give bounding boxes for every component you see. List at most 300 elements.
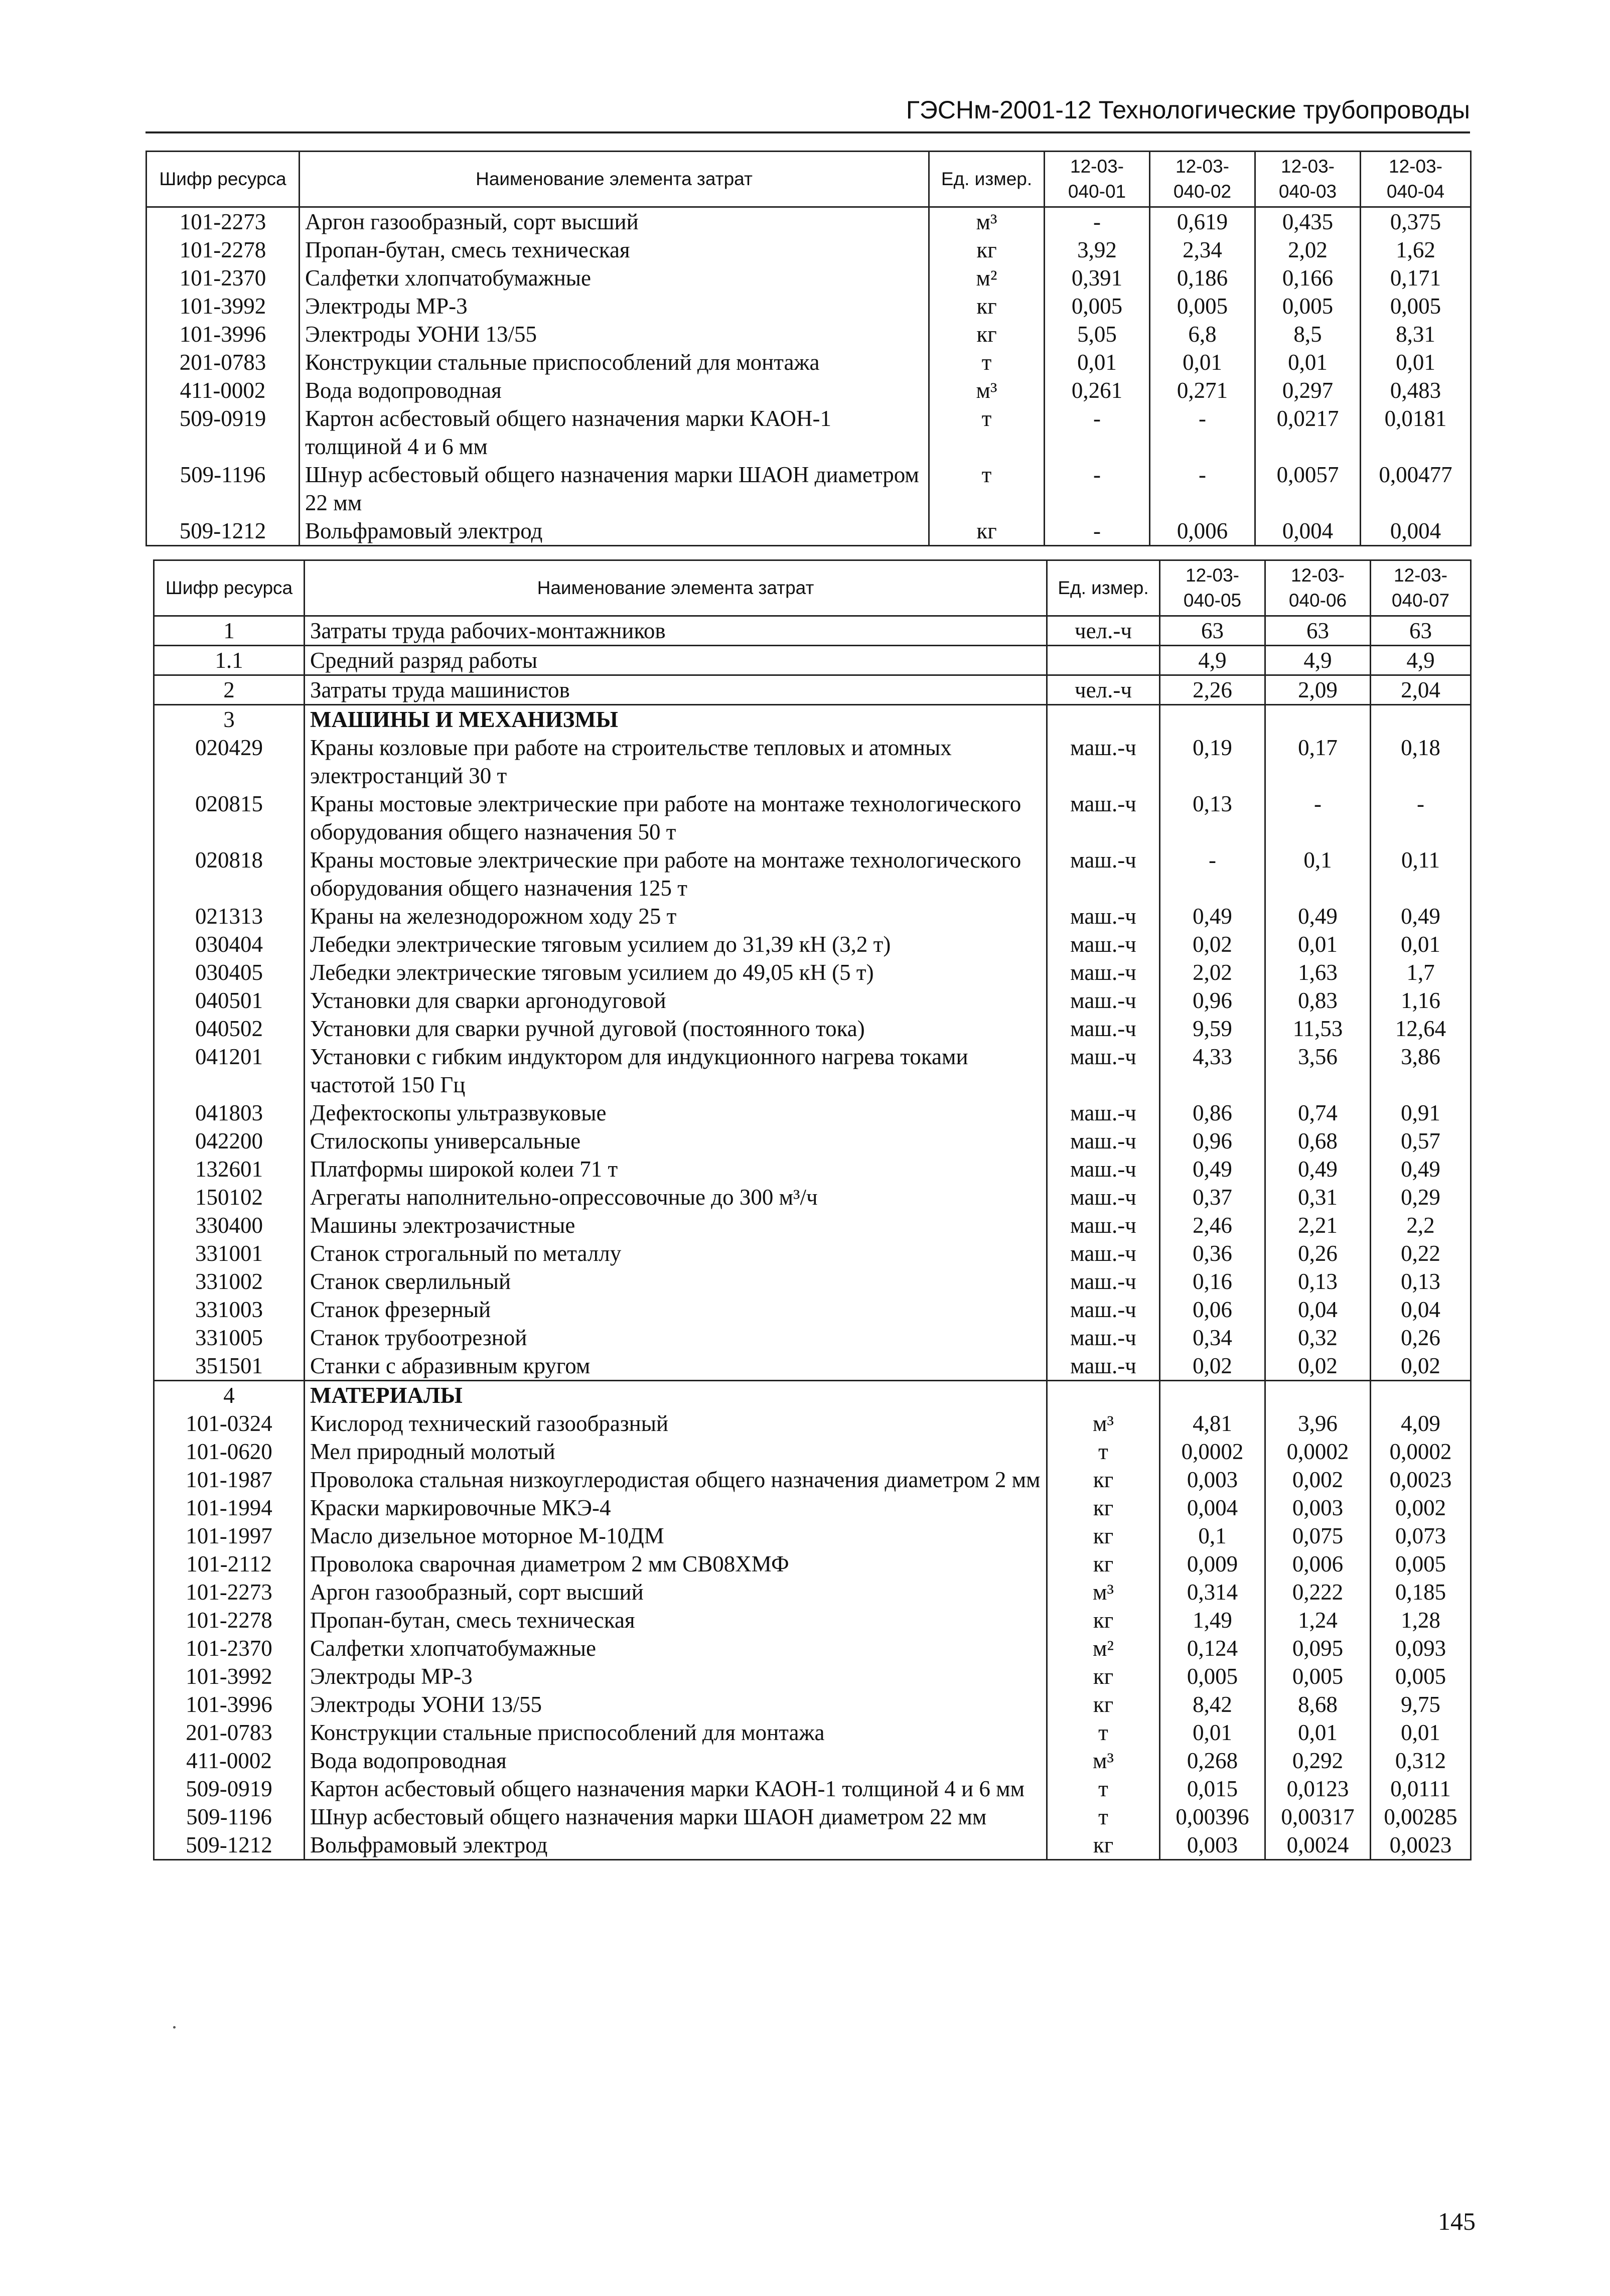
resource-unit: маш.-ч xyxy=(1047,1015,1160,1043)
resource-code: 101-1997 xyxy=(154,1522,305,1550)
table-row xyxy=(154,1690,1471,1718)
resource-value: 0,96 xyxy=(1160,1127,1265,1155)
resource-value: - xyxy=(1265,790,1371,846)
resource-code: 330400 xyxy=(154,1211,305,1239)
resource-value: 8,68 xyxy=(1265,1690,1371,1718)
resource-unit: маш.-ч xyxy=(1047,1352,1160,1381)
resource-name: Машины электрозачистные xyxy=(305,1211,1047,1239)
resource-code: 509-0919 xyxy=(147,404,300,461)
resource-unit: маш.-ч xyxy=(1047,1324,1160,1352)
resource-name: Шнур асбестовый общего назначения марки ШАОН диаметром 22 мм xyxy=(305,1803,1047,1831)
resource-value: 0,83 xyxy=(1265,986,1371,1015)
resource-value xyxy=(1371,1381,1471,1410)
table-row xyxy=(154,1466,1471,1494)
resource-value: 0,32 xyxy=(1265,1324,1371,1352)
resource-name: Картон асбестовый общего назначения марки КАОН-1 толщиной 4 и 6 мм xyxy=(305,1775,1047,1803)
resource-name: Краны мостовые электрические при работе на монтаже технологического оборудования общего назначения 125 т xyxy=(305,846,1047,902)
resource-name: Краны мостовые электрические при работе на монтаже технологического оборудования общего назначения 50 т xyxy=(305,790,1047,846)
resource-value: 0,01 xyxy=(1265,1718,1371,1747)
resource-value: 1,24 xyxy=(1265,1606,1371,1634)
table-row xyxy=(147,236,1471,264)
resource-value: 0,01 xyxy=(1265,930,1371,958)
resource-unit: кг xyxy=(1047,1466,1160,1494)
table-row xyxy=(154,1239,1471,1267)
resource-code: 021313 xyxy=(154,902,305,930)
resource-value: 0,96 xyxy=(1160,986,1265,1015)
resource-value: 0,292 xyxy=(1265,1747,1371,1775)
column-header: Ед. измер. xyxy=(1047,560,1160,616)
resource-value: 2,34 xyxy=(1150,236,1255,264)
resource-value: 0,86 xyxy=(1160,1099,1265,1127)
table-row xyxy=(154,616,1471,646)
resource-value: 0,37 xyxy=(1160,1183,1265,1211)
resource-value: 2,21 xyxy=(1265,1211,1371,1239)
table-row xyxy=(154,1494,1471,1522)
resource-unit: кг xyxy=(1047,1690,1160,1718)
resource-name: Вода водопроводная xyxy=(305,1747,1047,1775)
table-row xyxy=(154,1578,1471,1606)
resource-value: 0,314 xyxy=(1160,1578,1265,1606)
table-row xyxy=(147,320,1471,348)
resource-value: 0,19 xyxy=(1160,734,1265,790)
resource-value: 0,0123 xyxy=(1265,1775,1371,1803)
resource-value: 0,015 xyxy=(1160,1775,1265,1803)
table-header-row xyxy=(154,560,1471,616)
resource-value: 0,74 xyxy=(1265,1099,1371,1127)
table-row xyxy=(147,461,1471,517)
resource-value: 0,003 xyxy=(1160,1831,1265,1860)
resource-unit: кг xyxy=(929,320,1045,348)
table-header-row xyxy=(147,152,1471,207)
resource-value xyxy=(1265,705,1371,734)
column-header: Наименование элемента затрат xyxy=(305,560,1047,616)
resource-value xyxy=(1265,1381,1371,1410)
resource-unit xyxy=(1047,1381,1160,1410)
table-row xyxy=(154,1803,1471,1831)
resource-value: 0,075 xyxy=(1265,1522,1371,1550)
resource-value: 9,75 xyxy=(1371,1690,1471,1718)
resource-value: 0,0024 xyxy=(1265,1831,1371,1860)
table-row xyxy=(154,1606,1471,1634)
resource-value: 0,268 xyxy=(1160,1747,1265,1775)
resource-value: 0,009 xyxy=(1160,1550,1265,1578)
resource-code: 101-2112 xyxy=(154,1550,305,1578)
resource-value: - xyxy=(1150,461,1255,517)
resource-code: 509-1212 xyxy=(147,517,300,546)
table-row xyxy=(154,1409,1471,1438)
resource-name: Установки для сварки аргонодуговой xyxy=(305,986,1047,1015)
resource-code: 4 xyxy=(154,1381,305,1410)
resource-value: 0,0023 xyxy=(1371,1831,1471,1860)
resource-value: 8,5 xyxy=(1255,320,1361,348)
resource-value: 4,33 xyxy=(1160,1043,1265,1099)
resource-code: 030405 xyxy=(154,958,305,986)
resource-code: 509-1196 xyxy=(147,461,300,517)
resource-code: 020429 xyxy=(154,734,305,790)
resource-name: Вода водопроводная xyxy=(300,376,929,404)
resource-code: 509-1212 xyxy=(154,1831,305,1860)
resource-value: 0,49 xyxy=(1371,902,1471,930)
resource-unit: м² xyxy=(929,264,1045,292)
resource-value: 1,62 xyxy=(1361,236,1471,264)
resource-unit: м² xyxy=(1047,1634,1160,1662)
resource-code: 2 xyxy=(154,675,305,705)
resource-name: Краски маркировочные МКЭ-4 xyxy=(305,1494,1047,1522)
resource-code: 101-2370 xyxy=(154,1634,305,1662)
resource-name: Электроды МР-3 xyxy=(300,292,929,320)
resource-value: 0,002 xyxy=(1265,1466,1371,1494)
resource-value: - xyxy=(1045,207,1150,236)
resource-value: 0,49 xyxy=(1265,902,1371,930)
resource-value: 0,003 xyxy=(1265,1494,1371,1522)
resource-name: Конструкции стальные приспособлений для монтажа xyxy=(305,1718,1047,1747)
resource-value: 0,006 xyxy=(1150,517,1255,546)
resource-unit: т xyxy=(1047,1718,1160,1747)
resource-value: 0,91 xyxy=(1371,1099,1471,1127)
resource-value: 0,36 xyxy=(1160,1239,1265,1267)
resource-value: 0,093 xyxy=(1371,1634,1471,1662)
column-header: 12-03- 040-06 xyxy=(1265,560,1371,616)
resource-value: 0,005 xyxy=(1371,1662,1471,1690)
table-row xyxy=(154,902,1471,930)
resource-name: Вольфрамовый электрод xyxy=(305,1831,1047,1860)
resource-value: 0,312 xyxy=(1371,1747,1471,1775)
resource-code: 101-2370 xyxy=(147,264,300,292)
table-row xyxy=(154,1267,1471,1296)
resource-name: Салфетки хлопчатобумажные xyxy=(300,264,929,292)
resource-value: 0,01 xyxy=(1361,348,1471,376)
resource-name: Стилоскопы универсальные xyxy=(305,1127,1047,1155)
table-row xyxy=(154,1747,1471,1775)
resource-value: - xyxy=(1045,461,1150,517)
resource-value: 0,391 xyxy=(1045,264,1150,292)
resource-name: Установки с гибким индуктором для индукционного нагрева токами частотой 150 Гц xyxy=(305,1043,1047,1099)
resource-value: 4,81 xyxy=(1160,1409,1265,1438)
resource-code: 331003 xyxy=(154,1296,305,1324)
section-row xyxy=(154,705,1471,734)
resource-value: 0,005 xyxy=(1265,1662,1371,1690)
resource-value: 0,0002 xyxy=(1160,1438,1265,1466)
resource-value: 3,86 xyxy=(1371,1043,1471,1099)
resource-value: 0,1 xyxy=(1265,846,1371,902)
resource-name: Станок трубоотрезной xyxy=(305,1324,1047,1352)
resource-code: 101-3992 xyxy=(147,292,300,320)
resource-value: 0,005 xyxy=(1255,292,1361,320)
resource-value: 0,18 xyxy=(1371,734,1471,790)
resource-code: 3 xyxy=(154,705,305,734)
resource-unit: маш.-ч xyxy=(1047,930,1160,958)
resource-value: 1,63 xyxy=(1265,958,1371,986)
resource-name: Электроды МР-3 xyxy=(305,1662,1047,1690)
table-row xyxy=(154,1634,1471,1662)
resource-value: 0,004 xyxy=(1255,517,1361,546)
resource-value: 0,297 xyxy=(1255,376,1361,404)
table-row xyxy=(154,1211,1471,1239)
document-title: ГЭСНм-2001-12 Технологические трубопроводы xyxy=(906,96,1470,124)
resource-code: 041803 xyxy=(154,1099,305,1127)
resource-value: 1,28 xyxy=(1371,1606,1471,1634)
resource-name: Установки для сварки ручной дуговой (постоянного тока) xyxy=(305,1015,1047,1043)
resource-value: 2,2 xyxy=(1371,1211,1471,1239)
resource-value: 4,9 xyxy=(1160,646,1265,675)
resource-unit: м³ xyxy=(1047,1578,1160,1606)
table-row xyxy=(154,1043,1471,1099)
scan-dot xyxy=(173,2026,176,2029)
resource-code: 041201 xyxy=(154,1043,305,1099)
table-row xyxy=(154,734,1471,790)
resource-value: 0,01 xyxy=(1255,348,1361,376)
resource-code: 101-2278 xyxy=(154,1606,305,1634)
resource-value: 8,31 xyxy=(1361,320,1471,348)
resource-code: 020818 xyxy=(154,846,305,902)
resource-value: 12,64 xyxy=(1371,1015,1471,1043)
resource-code: 509-0919 xyxy=(154,1775,305,1803)
resource-name: Кислород технический газообразный xyxy=(305,1409,1047,1438)
resource-code: 201-0783 xyxy=(147,348,300,376)
resource-name: Конструкции стальные приспособлений для монтажа xyxy=(300,348,929,376)
resource-name: Агрегаты наполнительно-опрессовочные до 300 м³/ч xyxy=(305,1183,1047,1211)
resource-name: Пропан-бутан, смесь техническая xyxy=(300,236,929,264)
resource-unit: кг xyxy=(929,517,1045,546)
resource-value: 2,04 xyxy=(1371,675,1471,705)
resource-code: 132601 xyxy=(154,1155,305,1183)
column-header: 12-03- 040-04 xyxy=(1361,152,1471,207)
table-row xyxy=(154,1352,1471,1381)
resource-unit: т xyxy=(1047,1775,1160,1803)
column-header: Наименование элемента затрат xyxy=(300,152,929,207)
table-row xyxy=(154,790,1471,846)
resource-code: 1.1 xyxy=(154,646,305,675)
column-header: 12-03- 040-02 xyxy=(1150,152,1255,207)
resource-unit: т xyxy=(1047,1438,1160,1466)
resource-unit: маш.-ч xyxy=(1047,1267,1160,1296)
resource-value: 0,004 xyxy=(1361,517,1471,546)
resource-value: 0,005 xyxy=(1371,1550,1471,1578)
resource-value: 0,49 xyxy=(1371,1155,1471,1183)
resource-unit: кг xyxy=(1047,1550,1160,1578)
table-row xyxy=(154,1099,1471,1127)
resource-unit: маш.-ч xyxy=(1047,902,1160,930)
resource-name: Салфетки хлопчатобумажные xyxy=(305,1634,1047,1662)
resource-value: 0,1 xyxy=(1160,1522,1265,1550)
resource-unit: кг xyxy=(1047,1831,1160,1860)
resource-unit: маш.-ч xyxy=(1047,1296,1160,1324)
resource-value: 0,02 xyxy=(1160,1352,1265,1381)
table-row xyxy=(154,986,1471,1015)
table-row xyxy=(154,1718,1471,1747)
column-header: 12-03- 040-01 xyxy=(1045,152,1150,207)
resource-name: Станок фрезерный xyxy=(305,1296,1047,1324)
resource-name: МАШИНЫ И МЕХАНИЗМЫ xyxy=(305,705,1047,734)
resource-code: 101-2278 xyxy=(147,236,300,264)
resource-value: 0,01 xyxy=(1045,348,1150,376)
resource-value: 0,57 xyxy=(1371,1127,1471,1155)
resource-name: Картон асбестовый общего назначения марки КАОН-1 толщиной 4 и 6 мм xyxy=(300,404,929,461)
resource-code: 411-0002 xyxy=(147,376,300,404)
resource-value: 0,02 xyxy=(1265,1352,1371,1381)
resource-value: 0,02 xyxy=(1160,930,1265,958)
resource-value: 2,02 xyxy=(1255,236,1361,264)
resource-value: 2,26 xyxy=(1160,675,1265,705)
resource-code: 331001 xyxy=(154,1239,305,1267)
resource-value: 6,8 xyxy=(1150,320,1255,348)
resource-value: 0,26 xyxy=(1265,1239,1371,1267)
resource-value: 0,01 xyxy=(1150,348,1255,376)
resource-value: 0,13 xyxy=(1265,1267,1371,1296)
resource-name: Лебедки электрические тяговым усилием до 31,39 кН (3,2 т) xyxy=(305,930,1047,958)
table-row xyxy=(154,930,1471,958)
resource-code: 101-0324 xyxy=(154,1409,305,1438)
resource-code: 101-1994 xyxy=(154,1494,305,1522)
resource-unit: кг xyxy=(1047,1522,1160,1550)
table-row xyxy=(147,376,1471,404)
resource-name: Аргон газообразный, сорт высший xyxy=(300,207,929,236)
resource-value: 0,04 xyxy=(1371,1296,1471,1324)
table-row xyxy=(154,1296,1471,1324)
resource-unit: кг xyxy=(1047,1494,1160,1522)
resource-unit: чел.-ч xyxy=(1047,616,1160,646)
resource-name: Краны козловые при работе на строительстве тепловых и атомных электростанций 30 т xyxy=(305,734,1047,790)
page-number: 145 xyxy=(1438,2207,1476,2235)
resource-value: - xyxy=(1160,846,1265,902)
resource-value: - xyxy=(1045,517,1150,546)
resource-name: Масло дизельное моторное М-10ДМ xyxy=(305,1522,1047,1550)
resource-name: Дефектоскопы ультразвуковые xyxy=(305,1099,1047,1127)
resource-unit: кг xyxy=(929,236,1045,264)
resource-value: 0,095 xyxy=(1265,1634,1371,1662)
table-row xyxy=(154,1775,1471,1803)
table-row xyxy=(154,846,1471,902)
resource-code: 150102 xyxy=(154,1183,305,1211)
resource-value xyxy=(1371,705,1471,734)
resource-unit xyxy=(1047,646,1160,675)
resource-unit: кг xyxy=(929,292,1045,320)
resource-value: 0,0002 xyxy=(1371,1438,1471,1466)
resource-unit: маш.-ч xyxy=(1047,986,1160,1015)
resource-name: Электроды УОНИ 13/55 xyxy=(300,320,929,348)
resource-name: МАТЕРИАЛЫ xyxy=(305,1381,1047,1410)
resource-value: 3,96 xyxy=(1265,1409,1371,1438)
resource-value: 0,375 xyxy=(1361,207,1471,236)
resource-unit: маш.-ч xyxy=(1047,790,1160,846)
resource-value: 1,7 xyxy=(1371,958,1471,986)
resource-code: 040501 xyxy=(154,986,305,1015)
resource-value: 0,01 xyxy=(1160,1718,1265,1747)
resource-value: - xyxy=(1371,790,1471,846)
section-row xyxy=(154,1381,1471,1410)
table-row xyxy=(154,1183,1471,1211)
resource-name: Аргон газообразный, сорт высший xyxy=(305,1578,1047,1606)
column-header: 12-03- 040-05 xyxy=(1160,560,1265,616)
resource-name: Вольфрамовый электрод xyxy=(300,517,929,546)
resource-unit: маш.-ч xyxy=(1047,1183,1160,1211)
resource-value: 11,53 xyxy=(1265,1015,1371,1043)
resource-value: 0,00396 xyxy=(1160,1803,1265,1831)
resource-value: 0,16 xyxy=(1160,1267,1265,1296)
resource-value: 0,49 xyxy=(1160,1155,1265,1183)
resource-value: 0,17 xyxy=(1265,734,1371,790)
resource-value: 4,09 xyxy=(1371,1409,1471,1438)
table-row xyxy=(147,517,1471,546)
resource-value: 0,49 xyxy=(1265,1155,1371,1183)
resource-value: 9,59 xyxy=(1160,1015,1265,1043)
resource-value xyxy=(1160,705,1265,734)
resource-value: 0,01 xyxy=(1371,930,1471,958)
table-row xyxy=(147,292,1471,320)
resource-value: 0,26 xyxy=(1371,1324,1471,1352)
table-row xyxy=(154,1155,1471,1183)
column-header: Шифр ресурса xyxy=(154,560,305,616)
resource-value: 0,005 xyxy=(1361,292,1471,320)
resource-unit xyxy=(1047,705,1160,734)
resource-value: 0,185 xyxy=(1371,1578,1471,1606)
resource-value: 0,01 xyxy=(1371,1718,1471,1747)
resource-unit: маш.-ч xyxy=(1047,1211,1160,1239)
resource-value: - xyxy=(1045,404,1150,461)
resource-code: 020815 xyxy=(154,790,305,846)
resource-code: 331005 xyxy=(154,1324,305,1352)
resource-unit: м³ xyxy=(1047,1409,1160,1438)
resource-code: 040502 xyxy=(154,1015,305,1043)
resource-code: 201-0783 xyxy=(154,1718,305,1747)
resource-name: Проволока стальная низкоуглеродистая общего назначения диаметром 2 мм xyxy=(305,1466,1047,1494)
resource-code: 101-2273 xyxy=(154,1578,305,1606)
resource-value: 0,005 xyxy=(1150,292,1255,320)
resource-value: 0,00317 xyxy=(1265,1803,1371,1831)
resource-value: 63 xyxy=(1265,616,1371,646)
table-row xyxy=(154,646,1471,675)
resource-value: 0,073 xyxy=(1371,1522,1471,1550)
column-header: 12-03- 040-07 xyxy=(1371,560,1471,616)
resource-code: 1 xyxy=(154,616,305,646)
resource-value: 0,002 xyxy=(1371,1494,1471,1522)
resource-value: 0,004 xyxy=(1160,1494,1265,1522)
resource-value: 0,124 xyxy=(1160,1634,1265,1662)
resource-value: 0,166 xyxy=(1255,264,1361,292)
resource-code: 351501 xyxy=(154,1352,305,1381)
resource-value: 1,49 xyxy=(1160,1606,1265,1634)
table-row xyxy=(154,1015,1471,1043)
resource-code: 101-3996 xyxy=(154,1690,305,1718)
resource-code: 101-3996 xyxy=(147,320,300,348)
table-row xyxy=(154,1438,1471,1466)
resource-value: 0,34 xyxy=(1160,1324,1265,1352)
table-row xyxy=(147,264,1471,292)
resource-code: 101-1987 xyxy=(154,1466,305,1494)
resource-value: 0,483 xyxy=(1361,376,1471,404)
table-row xyxy=(154,1324,1471,1352)
table-row xyxy=(154,675,1471,705)
resource-unit: м³ xyxy=(929,376,1045,404)
resource-value: 0,171 xyxy=(1361,264,1471,292)
resource-name: Проволока сварочная диаметром 2 мм СВ08ХМФ xyxy=(305,1550,1047,1578)
resource-value: 0,186 xyxy=(1150,264,1255,292)
resource-unit: т xyxy=(929,404,1045,461)
resource-value: 0,00285 xyxy=(1371,1803,1471,1831)
resource-value: 0,006 xyxy=(1265,1550,1371,1578)
resource-unit: маш.-ч xyxy=(1047,1239,1160,1267)
resource-value: 0,0023 xyxy=(1371,1466,1471,1494)
resource-name: Шнур асбестовый общего назначения марки ШАОН диаметром 22 мм xyxy=(300,461,929,517)
resource-value: 3,92 xyxy=(1045,236,1150,264)
resource-value: 4,9 xyxy=(1371,646,1471,675)
resource-code: 101-0620 xyxy=(154,1438,305,1466)
resource-value: 0,31 xyxy=(1265,1183,1371,1211)
table-row xyxy=(154,1831,1471,1860)
column-header: 12-03- 040-03 xyxy=(1255,152,1361,207)
resource-unit: кг xyxy=(1047,1662,1160,1690)
resource-code: 411-0002 xyxy=(154,1747,305,1775)
